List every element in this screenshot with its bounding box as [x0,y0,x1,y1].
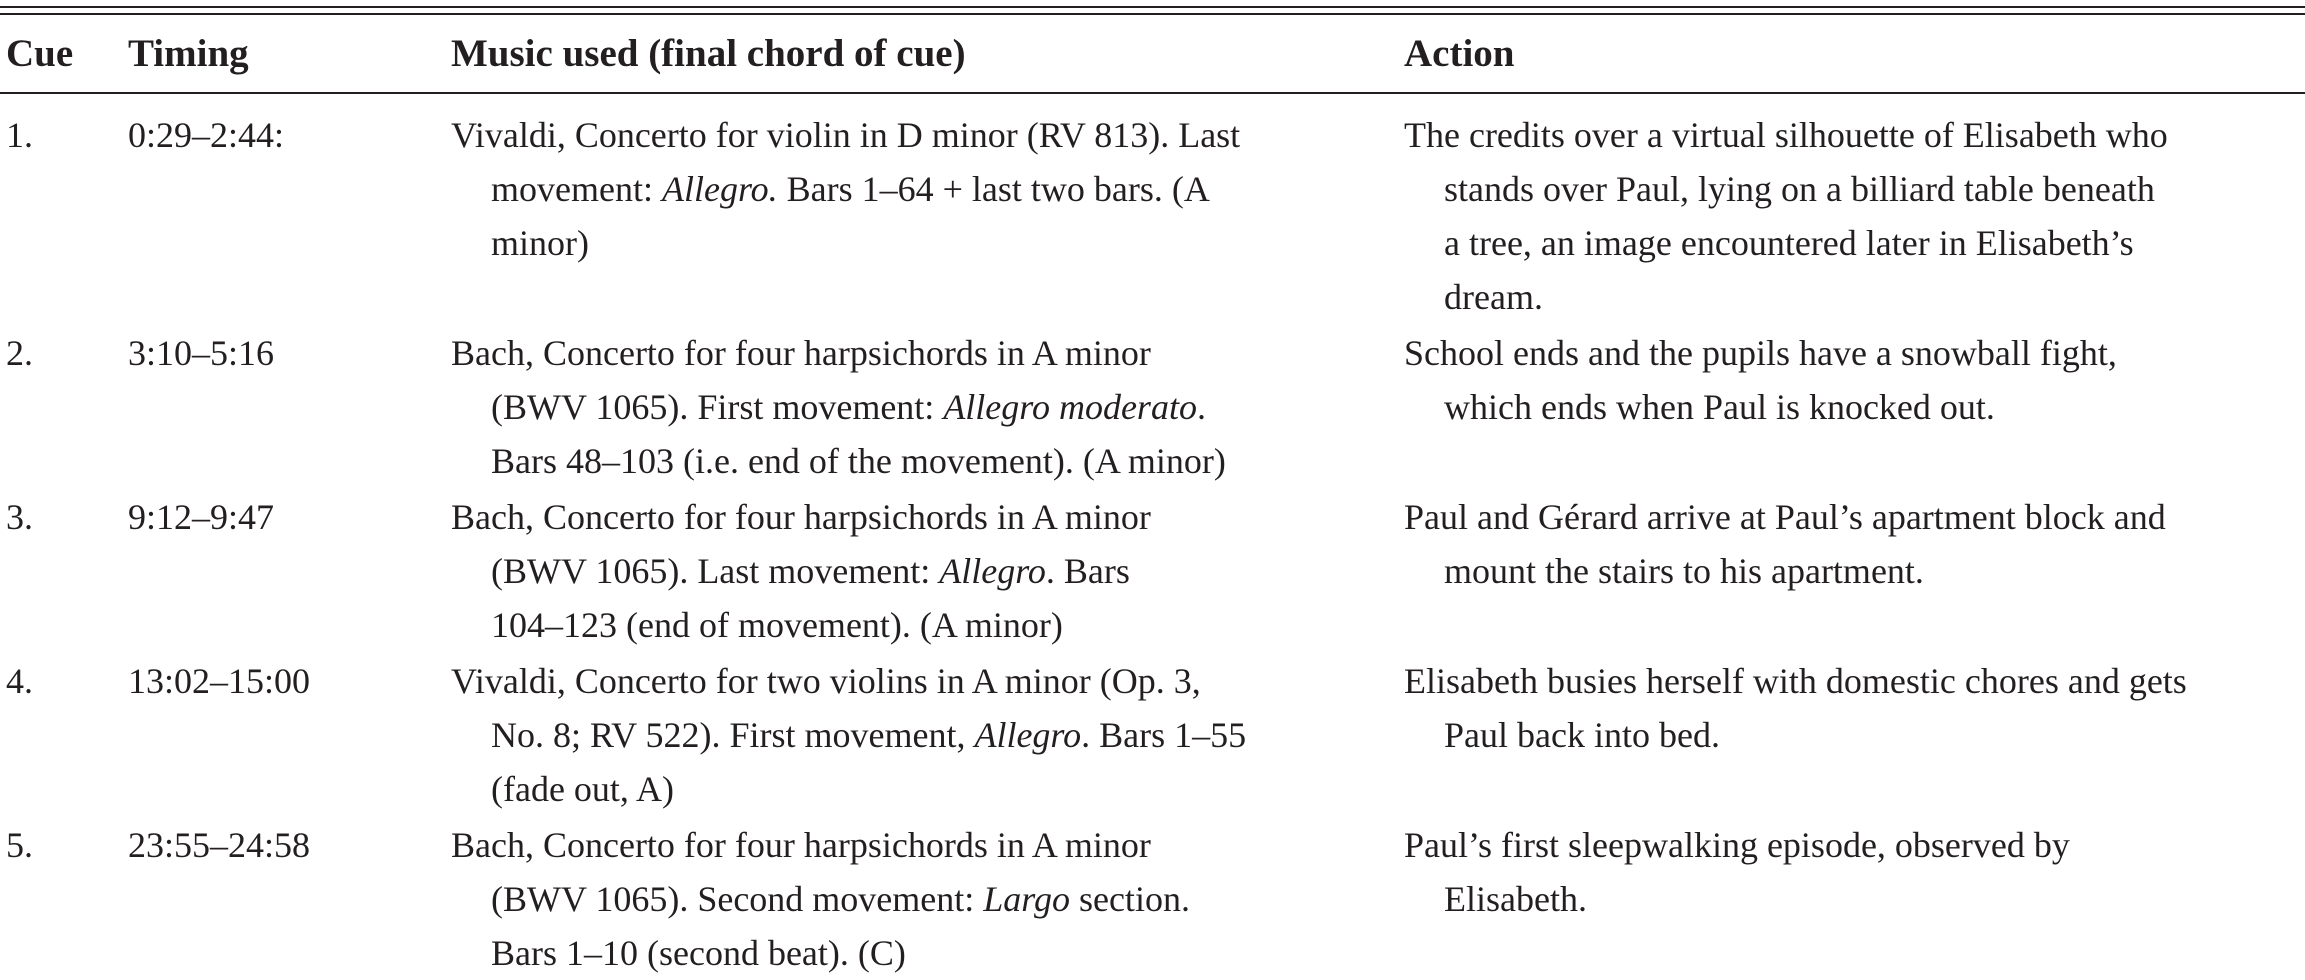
music-text: . Bars 1–55 [1081,715,1247,755]
music-text: (BWV 1065). Second movement: [491,879,984,919]
cue-number: 2. [6,333,33,373]
music-text: movement: [491,169,662,209]
header-rule [0,92,2305,94]
music-line [451,872,1381,926]
table-top-rule [0,6,2305,8]
music-text: . Bars [1045,551,1130,591]
tempo-marking: Allegro moderato [943,387,1197,427]
music-text: No. 8; RV 522). First movement, [491,715,975,755]
tempo-marking: Largo [983,879,1070,919]
music-text: (BWV 1065). Last movement: [491,551,940,591]
music-line [451,544,1381,598]
music-line [451,380,1381,434]
cue-timing: 9:12–9:47 [128,497,275,537]
music-text: Bach, Concerto for four harpsichords in A minor [451,825,1151,865]
music-text: (BWV 1065). First movement: [491,387,944,427]
music-line [451,708,1381,762]
action-line: School ends and the pupils have a snowball fight, [1404,333,2117,373]
music-text: section. [1069,879,1190,919]
header-action: Action [1404,32,1515,75]
action-line: Elisabeth. [1444,879,1587,919]
action-line: dream. [1444,277,1543,317]
music-line [451,326,1381,380]
cue-action [1404,818,2299,926]
tempo-marking: Allegro [974,715,1082,755]
header-cue: Cue [6,32,74,75]
action-line: The credits over a virtual silhouette of Elisabeth who [1404,115,2168,155]
action-line: a tree, an image encountered later in Elisabeth’s [1444,223,2134,263]
music-used [451,490,1381,652]
cue-number: 5. [6,825,33,865]
music-text: Vivaldi, Concerto for violin in D minor (RV 813). Last [451,115,1241,155]
music-used [451,818,1381,980]
cue-number: 4. [6,661,33,701]
music-line [451,818,1381,872]
tempo-marking: Allegro [939,551,1046,591]
header-music: Music used (final chord of cue) [451,32,966,75]
action-line: stands over Paul, lying on a billiard table beneath [1444,169,2155,209]
music-text: Bars 48–103 (i.e. end of the movement). (A minor) [491,441,1226,481]
cue-number: 1. [6,115,33,155]
action-line: which ends when Paul is knocked out. [1444,387,1995,427]
cue-action [1404,490,2299,598]
cue-action [1404,108,2299,324]
action-line: mount the stairs to his apartment. [1444,551,1924,591]
action-line: Elisabeth busies herself with domestic chores and gets [1404,661,2187,701]
cue-timing: 0:29–2:44: [128,115,285,155]
music-line [451,108,1381,162]
music-line [451,490,1381,544]
music-text: Bars 1–64 + last two bars. (A [777,169,1210,209]
music-text: 104–123 (end of movement). (A minor) [491,605,1063,645]
music-line [451,762,1381,816]
cue-timing: 3:10–5:16 [128,333,275,373]
music-text: Vivaldi, Concerto for two violins in A minor (Op. 3, [451,661,1201,701]
action-line: Paul back into bed. [1444,715,1720,755]
music-text: Bars 1–10 (second beat). (C) [491,933,906,973]
cue-action [1404,654,2299,762]
cue-number: 3. [6,497,33,537]
music-line [451,598,1381,652]
cue-timing: 23:55–24:58 [128,825,311,865]
music-text: (fade out, A) [491,769,674,809]
music-text: . [1196,387,1206,427]
music-used [451,108,1381,270]
table-top-rule-inner [0,13,2305,15]
music-line [451,926,1381,980]
action-line: Paul and Gérard arrive at Paul’s apartment block and [1404,497,2166,537]
music-line [451,654,1381,708]
music-text: Bach, Concerto for four harpsichords in A minor [451,333,1151,373]
music-used [451,654,1381,816]
cue-action [1404,326,2299,434]
music-used [451,326,1381,488]
header-timing: Timing [128,32,249,75]
music-line [451,216,1381,270]
cue-timing: 13:02–15:00 [128,661,311,701]
music-line [451,434,1381,488]
music-text: Bach, Concerto for four harpsichords in A minor [451,497,1151,537]
tempo-marking: Allegro. [661,169,778,209]
music-line [451,162,1381,216]
action-line: Paul’s first sleepwalking episode, observed by [1404,825,2070,865]
music-text: minor) [491,223,589,263]
